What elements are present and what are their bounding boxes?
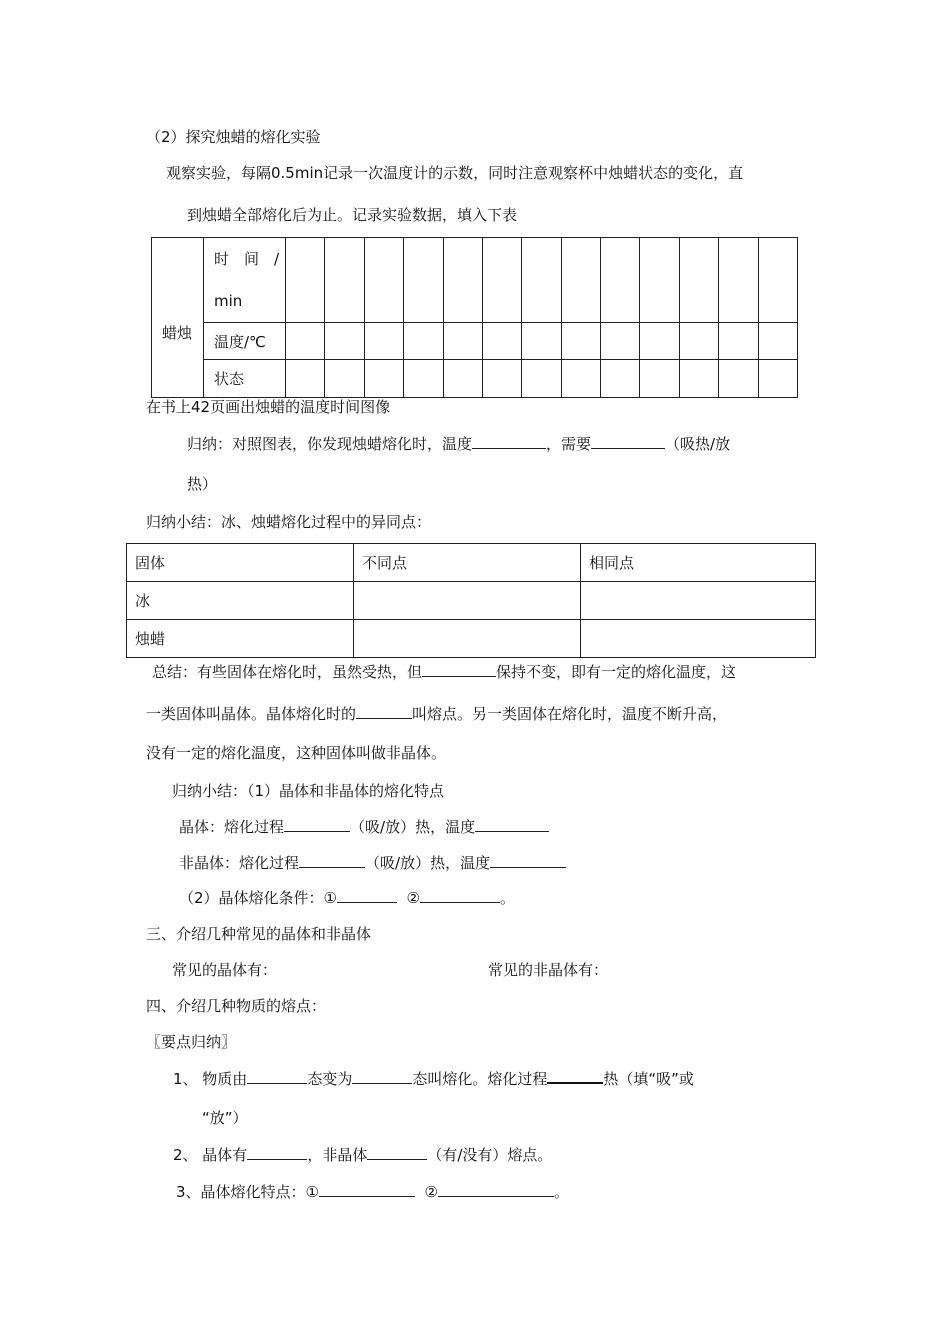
state-cell[interactable]: [482, 360, 521, 398]
instruction-line-2: 到烛蜡全部熔化后为止。记录实验数据，填入下表: [187, 206, 518, 224]
temperature-cell[interactable]: [758, 323, 798, 360]
blank[interactable]: [475, 817, 549, 832]
state-cell[interactable]: [522, 360, 561, 398]
time-cell[interactable]: [286, 238, 325, 323]
blank[interactable]: [490, 853, 566, 868]
temperature-cell[interactable]: [601, 323, 640, 360]
state-cell[interactable]: [758, 360, 798, 398]
row-label-wax: 烛蜡: [127, 620, 354, 658]
blank[interactable]: [591, 434, 665, 449]
answer-cell[interactable]: [354, 582, 581, 620]
temperature-cell[interactable]: [719, 323, 758, 360]
candle-data-table: [151, 237, 798, 398]
temperature-cell[interactable]: [679, 323, 718, 360]
blank[interactable]: [547, 1068, 603, 1084]
answer-cell[interactable]: [581, 582, 816, 620]
time-cell[interactable]: [758, 238, 798, 323]
blank[interactable]: [472, 434, 546, 449]
blank[interactable]: [337, 888, 397, 903]
time-cell[interactable]: [364, 238, 403, 323]
key-point-1: 1、 物质由 态变为 态叫熔化。熔化过程 热（填“吸”或: [173, 1070, 694, 1088]
melting-condition-line: （2）晶体熔化条件：① ② 。: [179, 889, 516, 907]
state-cell[interactable]: [640, 360, 679, 398]
candle-row-group-label: 蜡烛: [152, 238, 204, 398]
time-cell[interactable]: [404, 238, 443, 323]
key-point-3: 3、晶体熔化特点：① ② 。: [176, 1183, 570, 1201]
blank[interactable]: [247, 1145, 307, 1160]
section-heading-4: 四、介绍几种物质的熔点：: [146, 997, 327, 1015]
state-cell[interactable]: [601, 360, 640, 398]
answer-cell[interactable]: [354, 620, 581, 658]
induction-line-2: 热）: [187, 475, 218, 493]
time-cell[interactable]: [640, 238, 679, 323]
blank[interactable]: [356, 704, 412, 719]
blank[interactable]: [367, 1145, 427, 1160]
blank[interactable]: [247, 1069, 307, 1084]
temperature-cell[interactable]: [482, 323, 521, 360]
induction-line: 归纳：对照图表，你发现烛蜡熔化时，温度 ，需要 （吸热/放: [187, 435, 731, 453]
blank[interactable]: [319, 1182, 415, 1197]
time-cell[interactable]: [679, 238, 718, 323]
state-cell[interactable]: [325, 360, 364, 398]
blank[interactable]: [438, 1182, 554, 1197]
time-cell[interactable]: [522, 238, 561, 323]
crystal-line: 晶体：熔化过程 （吸/放）热，温度: [179, 817, 549, 837]
temperature-cell[interactable]: [286, 323, 325, 360]
key-point-2: 2、 晶体有 ，非晶体 （有/没有）熔点。: [173, 1146, 553, 1164]
time-cell[interactable]: [325, 238, 364, 323]
blank[interactable]: [420, 888, 500, 903]
blank[interactable]: [299, 853, 365, 868]
state-cell[interactable]: [719, 360, 758, 398]
state-cell[interactable]: [679, 360, 718, 398]
temperature-cell[interactable]: [443, 323, 482, 360]
header-solid: 固体: [127, 544, 354, 582]
temperature-cell[interactable]: [364, 323, 403, 360]
key-points-heading: 〖要点归纳〗: [146, 1033, 237, 1051]
blank[interactable]: [422, 662, 496, 677]
draw-graph-note: 在书上42页画出烛蜡的温度时间图像: [146, 398, 391, 416]
temperature-cell[interactable]: [325, 323, 364, 360]
conclusion-line-1: 总结：有些固体在熔化时，虽然受热，但 保持不变，即有一定的熔化温度，这: [152, 663, 737, 681]
common-amorphous-label: 常见的非晶体有：: [488, 961, 609, 979]
common-crystals-label: 常见的晶体有：: [172, 961, 278, 979]
blank[interactable]: [284, 817, 350, 832]
row-label-ice: 冰: [127, 582, 354, 620]
time-cell[interactable]: [443, 238, 482, 323]
time-cell[interactable]: [561, 238, 600, 323]
section-heading-2: （2）探究烛蜡的熔化实验: [146, 128, 321, 146]
amorphous-line: 非晶体：熔化过程 （吸/放）热，温度: [179, 853, 566, 873]
temperature-cell[interactable]: [640, 323, 679, 360]
temperature-cell[interactable]: [561, 323, 600, 360]
summary-heading: 归纳小结：冰、烛蜡熔化过程中的异同点：: [146, 513, 432, 531]
time-row-label: 时 间 / min: [204, 238, 286, 323]
state-cell[interactable]: [286, 360, 325, 398]
time-cell[interactable]: [719, 238, 758, 323]
conclusion-line-2: 一类固体叫晶体。晶体熔化时的 叫熔点。另一类固体在熔化时，温度不断升高，: [146, 705, 728, 723]
conclusion-line-3: 没有一定的熔化温度，这种固体叫做非晶体。: [146, 744, 447, 762]
temperature-row-label: 温度/℃: [204, 323, 286, 360]
state-row-label: 状态: [204, 360, 286, 398]
temperature-cell[interactable]: [404, 323, 443, 360]
characteristics-heading: 归纳小结：（1）晶体和非晶体的熔化特点: [172, 782, 445, 800]
blank[interactable]: [352, 1069, 412, 1084]
state-cell[interactable]: [443, 360, 482, 398]
state-cell[interactable]: [404, 360, 443, 398]
answer-cell[interactable]: [581, 620, 816, 658]
time-cell[interactable]: [601, 238, 640, 323]
instruction-line-1: 观察实验，每隔0.5min记录一次温度计的示数，同时注意观察杯中烛蜡状态的变化，直: [166, 164, 744, 182]
header-similarities: 相同点: [581, 544, 816, 582]
section-heading-3: 三、介绍几种常见的晶体和非晶体: [146, 925, 372, 943]
header-differences: 不同点: [354, 544, 581, 582]
state-cell[interactable]: [561, 360, 600, 398]
temperature-cell[interactable]: [522, 323, 561, 360]
comparison-table: [126, 543, 816, 658]
state-cell[interactable]: [364, 360, 403, 398]
time-cell[interactable]: [482, 238, 521, 323]
key-point-1-cont: “放”）: [202, 1109, 248, 1127]
